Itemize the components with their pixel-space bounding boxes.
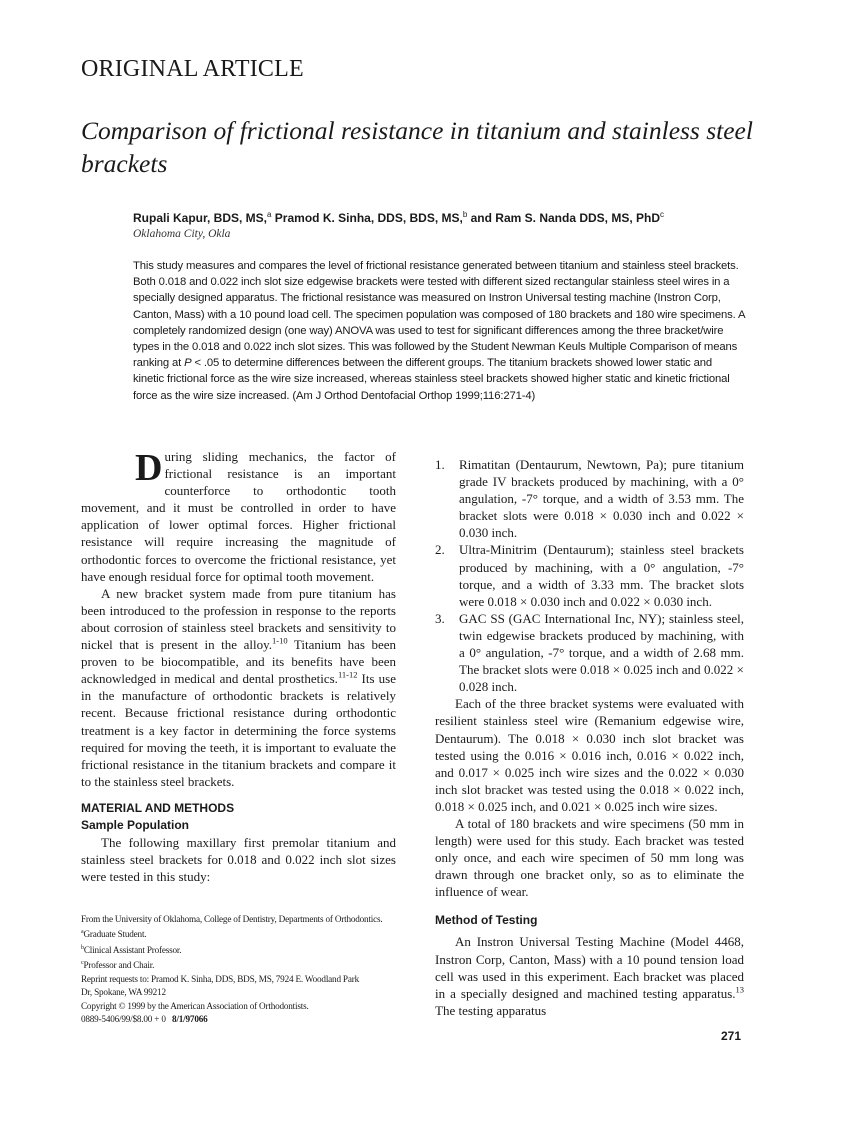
- author-list: [133, 210, 664, 225]
- footnote-copyright: Copyright © 1999 by the American Association of Orthodontists.: [81, 1000, 309, 1011]
- footnote-reprint: Reprint requests to: Pramod K. Sinha, DDS, BDS, MS, 7924 E. Woodland Park: [81, 973, 359, 984]
- intro-text: uring sliding mechanics, the factor of frictional resistance is an important counterforce to orthodontic tooth movement, and it must be controlled in order to have application of lower optimal forces. Higher frictional resistance will require increasing the magnitude of orthodontic forces to overcome the frictional resistance, yet have enough residual force for optimal tooth movement.: [81, 449, 396, 584]
- list-item: 3. GAC SS (GAC International Inc, NY); stainless steel, twin edgewise brackets produced by machining, with a 0° angulation, -7° torque, and a width of 2.68 mm. The bracket slots were 0.018 × 0.025 inch and 0.022 × 0.028 inch.: [435, 610, 744, 695]
- author-name: and Ram S. Nanda DDS, MS, PhD: [467, 211, 660, 225]
- author-name: Rupali Kapur, BDS, MS,: [133, 211, 268, 225]
- list-item: 2. Ultra-Minitrim (Dentaurum); stainless steel brackets produced by machining, with a 0° angulation, -7° torque, and a width of 3.33 mm. The bracket slots were 0.018 × 0.030 inch and 0.022 × 0.030 inch.: [435, 542, 744, 609]
- section-heading-materials: MATERIAL AND METHODS: [81, 800, 235, 815]
- abstract-text: < .05 to determine differences between the different groups. The titanium brackets showed lower static and kinetic frictional force as the wire size increased, whereas stainless steel brackets showed higher static and kinetic frictional force as the wire size increased. (Am J Orthod Dentofacial Orthop 1999;116:271-4): [133, 357, 730, 402]
- drop-cap: D: [135, 447, 163, 489]
- subsection-heading-sample: Sample Population: [81, 817, 190, 832]
- article-title: Comparison of frictional resistance in titanium and stainless steel brackets: [81, 116, 753, 178]
- subsection-heading-method: Method of Testing: [435, 913, 538, 928]
- section-label: ORIGINAL ARTICLE: [81, 56, 304, 82]
- footnote-b: $^b$Clinical Assistant Professor.: [81, 944, 182, 955]
- abstract: [133, 258, 745, 404]
- author-affiliation-mark: c: [660, 210, 664, 219]
- citation-ref: 13: [735, 984, 744, 995]
- intro-paragraph: [81, 585, 396, 790]
- right-column: [435, 456, 744, 1019]
- citation-ref: 11-12: [337, 669, 358, 680]
- footnote-reprint-address: Dr, Spokane, WA 99212: [81, 987, 166, 998]
- author-affiliation-mark: b: [462, 210, 468, 219]
- intro-text: A new bracket system made from pure titanium has been introduced to the profession in response to the reports about corrosion of stainless steel brackets and sensitivity to nickel that is present in the alloy.: [81, 585, 396, 653]
- page-number: 271: [721, 1029, 742, 1043]
- footnote-code: 0889-5406/99/$8.00 + 0 8/1/97066: [81, 1014, 208, 1025]
- abstract-text: This study measures and compares the level of frictional resistance generated between titanium and stainless steel brackets. Both 0.018 and 0.022 inch slot size edgewise brackets were tested with different sized rectangular stainless steel wires in a specially designed apparatus. The frictional resistance was measured on Instron Universal testing machine (Instron Corp, Canton, Mass) with a 10 pound load cell. The specimen population was composed of 180 brackets and 180 wire specimens. A completely randomized design (one way) ANOVA was used to test for significant differences among the three bracket/wire types in the 0.018 and 0.022 inch slot sizes. This was followed by the Student Newman Keuls Multiple Comparison of means ranking at: [133, 260, 745, 370]
- bracket-list: [435, 456, 744, 695]
- total-paragraph: A total of 180 brackets and wire specimens (50 mm in length) were used for this study. Each bracket was tested only once, and each wire specimen of 50 mm long was drawn through one bracket only, so as to eliminate the influence of wear.: [435, 815, 744, 900]
- intro-text: Titanium has been proven to be biocompatible, and its benefits have been acknowledged in medical and dental prosthetics.: [81, 637, 396, 687]
- footnote-c: $^c$Professor and Chair.: [81, 960, 155, 971]
- p-value-symbol: P: [184, 357, 192, 370]
- author-location: Oklahoma City, Okla: [133, 228, 231, 240]
- wires-paragraph: Each of the three bracket systems were evaluated with resilient stainless steel wire (Remanium edgewise wire, Dentaurum). The 0.018 × 0.030 inch slot bracket was tested using the 0.016 × 0.016 inch, 0.016 × 0.022 inch, and 0.017 × 0.025 inch wire sizes and the 0.022 × 0.030 inch slot bracket was tested using the 0.018 × 0.022 inch, 0.018 × 0.025 inch, and 0.021 × 0.025 inch wire sizes.: [435, 696, 744, 814]
- intro-text: Its use in the manufacture of orthodontic brackets is relatively recent. Because frictional resistance during orthodontic treatment is a key factor in determining the force systems required for moving the teeth, it is important to evaluate the frictional resistance in the titanium brackets and compare it to the stainless steel brackets.: [81, 671, 396, 789]
- list-item: 1. Rimatitan (Dentaurum, Newtown, Pa); pure titanium grade IV brackets produced by machining, with a 0° angulation, -7° torque, and a width of 3.53 mm. The bracket slots were 0.018 × 0.030 inch and 0.022 × 0.030 inch.: [435, 457, 744, 541]
- author-affiliation-mark: a: [267, 210, 272, 219]
- footnote-a: $^a$Graduate Student.: [81, 929, 147, 940]
- citation-ref: 1-10: [272, 635, 288, 646]
- method-paragraph: An Instron Universal Testing Machine (Model 4468, Instron Corp, Canton, Mass) with a 10 pound tension load cell was used in this experiment. Each bracket was placed in a specially designed and machined testing apparatus.$^{13}$ The testing apparatus: [435, 934, 744, 1018]
- intro-paragraph: [81, 448, 396, 585]
- sample-paragraph: The following maxillary first premolar titanium and stainless steel brackets for 0.018 and 0.022 inch slot sizes were tested in this study:: [81, 834, 396, 885]
- author-name: Pramod K. Sinha, DDS, BDS, MS,: [271, 211, 463, 225]
- left-column: [81, 448, 396, 885]
- footnotes: [81, 913, 411, 1026]
- footnote-affiliation: From the University of Oklahoma, College of Dentistry, Departments of Orthodontics.: [81, 914, 383, 924]
